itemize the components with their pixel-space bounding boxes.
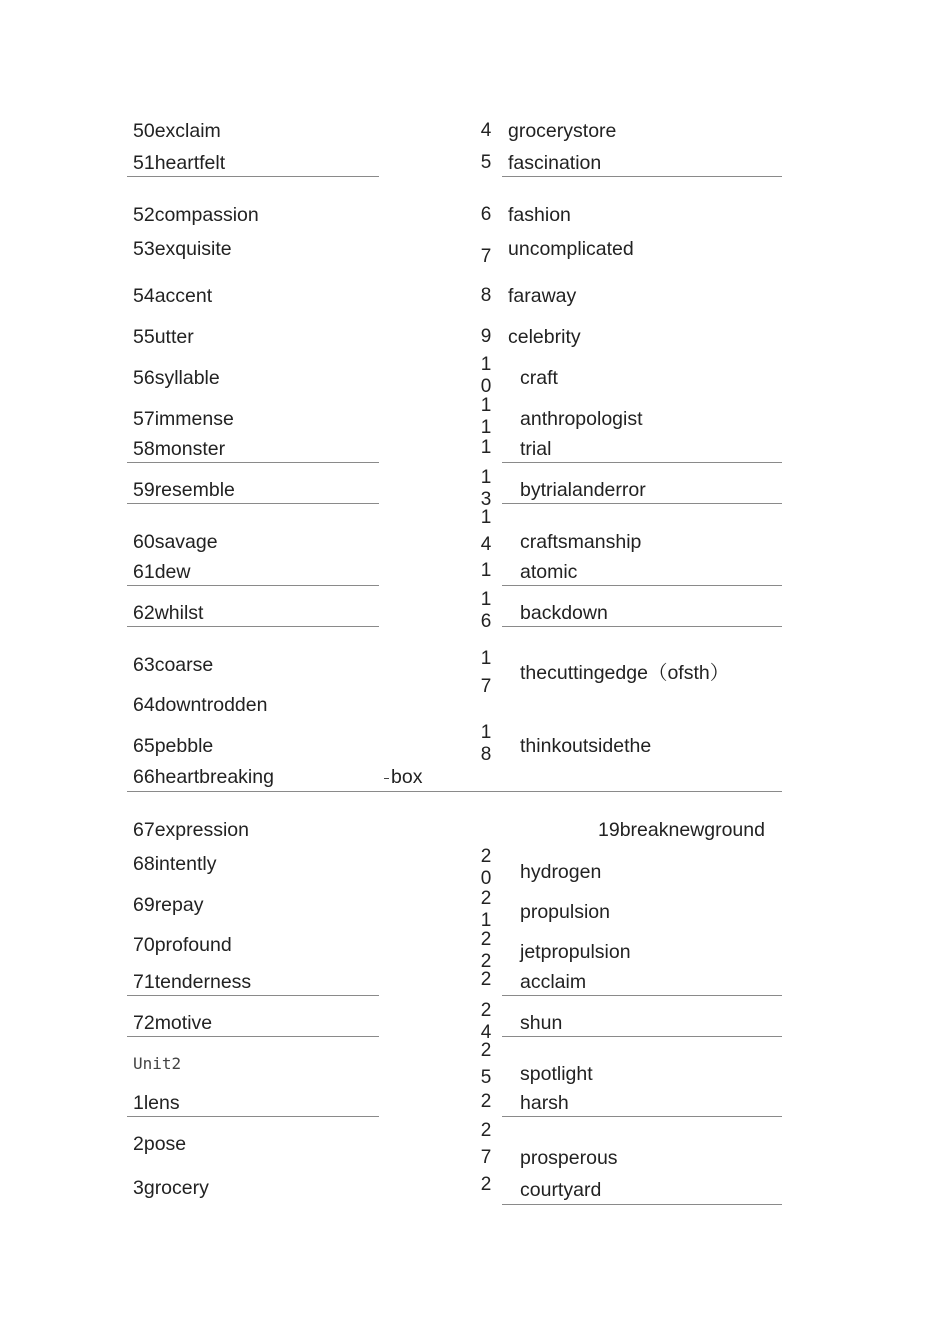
vocab-item-63: 63coarse bbox=[133, 654, 214, 676]
vocab-item-18-continued: box bbox=[391, 766, 423, 788]
item-number: 5 bbox=[480, 152, 492, 173]
item-number: 1 bbox=[480, 437, 492, 458]
vocab-item-58: 58monster bbox=[133, 438, 226, 460]
divider-line bbox=[502, 1116, 782, 1117]
vocab-item-24: shun bbox=[520, 1012, 563, 1034]
item-number: 7 bbox=[480, 1147, 492, 1168]
continuation-dash bbox=[384, 778, 389, 779]
vocab-item-9: celebrity bbox=[508, 326, 581, 348]
divider-line bbox=[502, 1204, 782, 1205]
divider-line bbox=[127, 176, 379, 177]
unit2-item-2: 2pose bbox=[133, 1133, 187, 1155]
item-number: 4 bbox=[480, 120, 492, 141]
vocab-item-71: 71tenderness bbox=[133, 971, 252, 993]
vocab-item-4: grocerystore bbox=[508, 120, 617, 142]
vocab-item-12: trial bbox=[520, 438, 552, 460]
divider-line bbox=[502, 462, 782, 463]
item-number: 4 bbox=[480, 534, 492, 555]
item-number: 10 bbox=[480, 354, 492, 397]
divider-line bbox=[127, 1036, 379, 1037]
item-number: 5 bbox=[480, 1067, 492, 1088]
item-number: 7 bbox=[480, 676, 492, 697]
vocab-item-7: uncomplicated bbox=[508, 238, 634, 260]
vocab-item-69: 69repay bbox=[133, 894, 204, 916]
divider-line bbox=[127, 503, 379, 504]
item-number: 2 bbox=[480, 1040, 492, 1061]
divider-line bbox=[127, 626, 379, 627]
divider-line bbox=[502, 626, 782, 627]
vocab-item-64: 64downtrodden bbox=[133, 694, 268, 716]
vocab-item-16: backdown bbox=[520, 602, 608, 624]
item-number: 2 bbox=[480, 1091, 492, 1112]
item-number: 2 bbox=[480, 1120, 492, 1141]
vocab-item-72: 72motive bbox=[133, 1012, 213, 1034]
vocab-item-19: 19breaknewground bbox=[598, 819, 765, 841]
vocab-item-11: anthropologist bbox=[520, 408, 643, 430]
vocab-item-26: harsh bbox=[520, 1092, 569, 1114]
vocab-item-62: 62whilst bbox=[133, 602, 204, 624]
item-number: 22 bbox=[480, 929, 492, 972]
divider-line bbox=[502, 995, 782, 996]
divider-line-full bbox=[127, 791, 782, 792]
item-number: 9 bbox=[480, 326, 492, 347]
item-number: 16 bbox=[480, 589, 492, 632]
vocab-item-65: 65pebble bbox=[133, 735, 214, 757]
vocab-item-50: 50exclaim bbox=[133, 120, 221, 142]
vocab-item-57: 57immense bbox=[133, 408, 234, 430]
vocab-item-18: thinkoutsidethe bbox=[520, 735, 652, 757]
vocab-item-56: 56syllable bbox=[133, 367, 220, 389]
vocab-item-52: 52compassion bbox=[133, 204, 259, 226]
item-number: 1 bbox=[480, 648, 492, 669]
divider-line bbox=[127, 995, 379, 996]
vocab-item-21: propulsion bbox=[520, 901, 610, 923]
vocab-item-22: jetpropulsion bbox=[520, 941, 631, 963]
item-number: 2 bbox=[480, 1174, 492, 1195]
divider-line bbox=[502, 503, 782, 504]
unit2-item-1: 1lens bbox=[133, 1092, 180, 1114]
vocab-item-66: 66heartbreaking bbox=[133, 766, 274, 788]
item-number: 1 bbox=[480, 507, 492, 528]
unit-heading: Unit2 bbox=[133, 1054, 182, 1073]
divider-line bbox=[127, 462, 379, 463]
item-number: 24 bbox=[480, 1000, 492, 1043]
vocab-item-23: acclaim bbox=[520, 971, 587, 993]
vocab-item-5: fascination bbox=[508, 152, 602, 174]
vocab-item-67: 67expression bbox=[133, 819, 249, 841]
vocab-item-60: 60savage bbox=[133, 531, 218, 553]
vocab-item-51: 51heartfelt bbox=[133, 152, 226, 174]
divider-line bbox=[502, 585, 782, 586]
vocab-item-61: 61dew bbox=[133, 561, 191, 583]
item-number: 2 bbox=[480, 969, 492, 990]
item-number: 1 bbox=[480, 560, 492, 581]
vocab-item-8: faraway bbox=[508, 285, 577, 307]
divider-line bbox=[127, 585, 379, 586]
divider-line bbox=[127, 1116, 379, 1117]
vocab-item-70: 70profound bbox=[133, 934, 232, 956]
item-number: 13 bbox=[480, 467, 492, 510]
vocab-item-10: craft bbox=[520, 367, 558, 389]
vocab-item-25: spotlight bbox=[520, 1063, 593, 1085]
vocab-item-53: 53exquisite bbox=[133, 238, 232, 260]
item-number: 18 bbox=[480, 722, 492, 765]
item-number: 11 bbox=[480, 395, 492, 438]
vocab-item-28: courtyard bbox=[520, 1179, 602, 1201]
item-number: 8 bbox=[480, 285, 492, 306]
vocab-item-20: hydrogen bbox=[520, 861, 602, 883]
vocab-item-68: 68intently bbox=[133, 853, 217, 875]
divider-line bbox=[502, 1036, 782, 1037]
vocab-item-17: thecuttingedge（ofsth） bbox=[520, 662, 730, 684]
unit2-item-3: 3grocery bbox=[133, 1177, 209, 1199]
vocab-item-14: craftsmanship bbox=[520, 531, 642, 553]
item-number: 6 bbox=[480, 204, 492, 225]
vocab-item-54: 54accent bbox=[133, 285, 213, 307]
item-number: 21 bbox=[480, 888, 492, 931]
vocab-item-27: prosperous bbox=[520, 1147, 618, 1169]
vocab-item-55: 55utter bbox=[133, 326, 194, 348]
divider-line bbox=[502, 176, 782, 177]
vocab-item-13: bytrialanderror bbox=[520, 479, 646, 501]
vocab-item-15: atomic bbox=[520, 561, 578, 583]
item-number: 7 bbox=[480, 246, 492, 267]
vocab-item-6: fashion bbox=[508, 204, 571, 226]
item-number: 20 bbox=[480, 846, 492, 889]
vocab-item-59: 59resemble bbox=[133, 479, 235, 501]
